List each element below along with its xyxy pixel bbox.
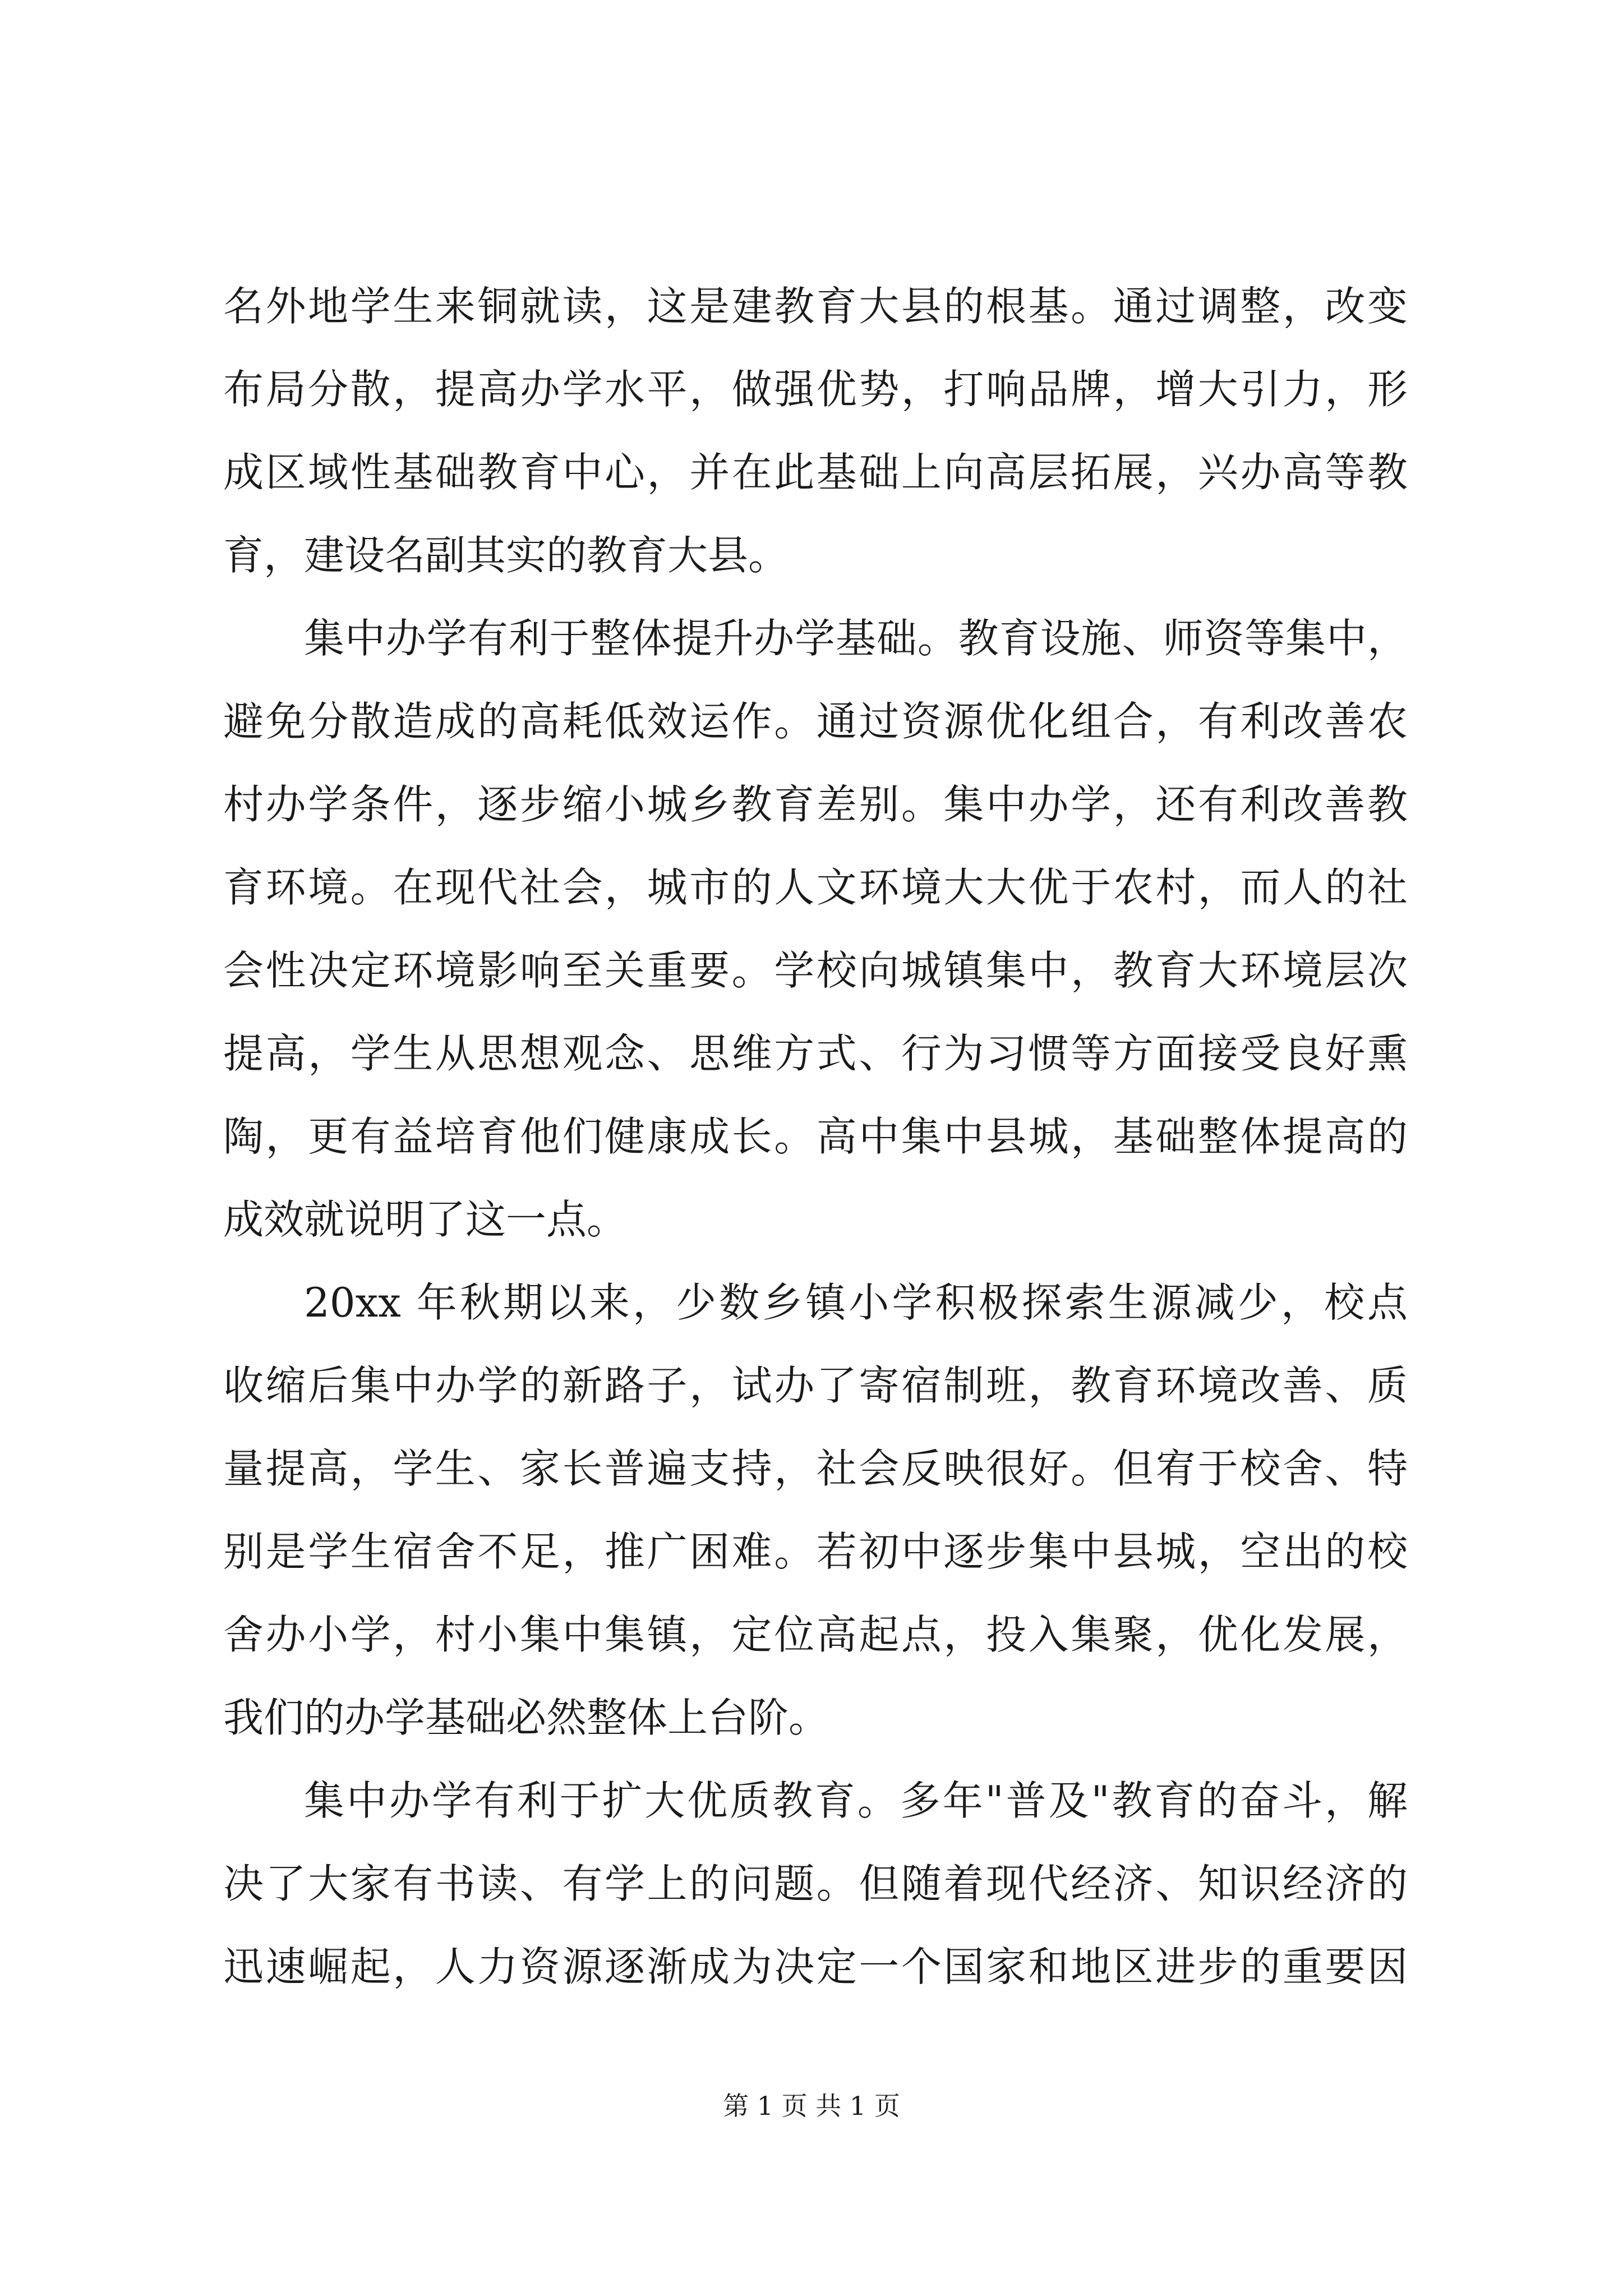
text-line: 集中办学有利于扩大优质教育。多年"普及"教育的奋斗，解 [304, 1777, 1408, 1824]
text-line: 会性决定环境影响至关重要。学校向城镇集中，教育大环境层次 [223, 947, 1408, 994]
text-line: 我们的办学基础必然整体上台阶。 [223, 1694, 829, 1741]
text-line: 舍办小学，村小集中集镇，定位高起点，投入集聚，优化发展， [223, 1611, 1408, 1658]
text-line: 布局分散，提高办学水平，做强优势，打响品牌，增大引力，形 [223, 366, 1408, 413]
text-line: 迅速崛起，人力资源逐渐成为决定一个国家和地区进步的重要因 [223, 1943, 1408, 1990]
text-line: 避免分散造成的高耗低效运作。通过资源优化组合，有利改善农 [223, 698, 1408, 745]
text-line: 成区域性基础教育中心，并在此基础上向高层拓展，兴办高等教 [223, 449, 1408, 496]
paragraph-1 [223, 265, 1408, 597]
document-body [223, 265, 1408, 2008]
text-line: 育环境。在现代社会，城市的人文环境大大优于农村，而人的社 [223, 864, 1408, 911]
paragraph-2 [223, 597, 1408, 1261]
text-line: 陶，更有益培育他们健康成长。高中集中县城，基础整体提高的 [223, 1113, 1408, 1160]
text-line: 20xx 年秋期以来，少数乡镇小学积极探索生源减少，校点 [304, 1279, 1408, 1326]
text-line: 成效就说明了这一点。 [223, 1196, 628, 1243]
text-line: 别是学生宿舍不足，推广困难。若初中逐步集中县城，空出的校 [223, 1528, 1408, 1575]
text-line: 收缩后集中办学的新路子，试办了寄宿制班，教育环境改善、质 [223, 1362, 1408, 1409]
page-number-label: 第 1 页 共 1 页 [723, 2091, 900, 2121]
text-line: 育，建设名副其实的教育大县。 [223, 532, 789, 579]
text-line: 决了大家有书读、有学上的问题。但随着现代经济、知识经济的 [223, 1860, 1408, 1907]
paragraph-4 [223, 1759, 1408, 2008]
text-line: 村办学条件，逐步缩小城乡教育差别。集中办学，还有利改善教 [223, 781, 1408, 828]
text-line: 集中办学有利于整体提升办学基础。教育设施、师资等集中， [304, 615, 1408, 662]
text-line: 量提高，学生、家长普遍支持，社会反映很好。但宥于校舍、特 [223, 1445, 1408, 1492]
text-line: 名外地学生来铜就读，这是建教育大县的根基。通过调整，改变 [223, 283, 1408, 330]
page-footer [0, 2086, 1623, 2123]
text-line: 提高，学生从思想观念、思维方式、行为习惯等方面接受良好熏 [223, 1030, 1408, 1077]
paragraph-3 [223, 1261, 1408, 1759]
